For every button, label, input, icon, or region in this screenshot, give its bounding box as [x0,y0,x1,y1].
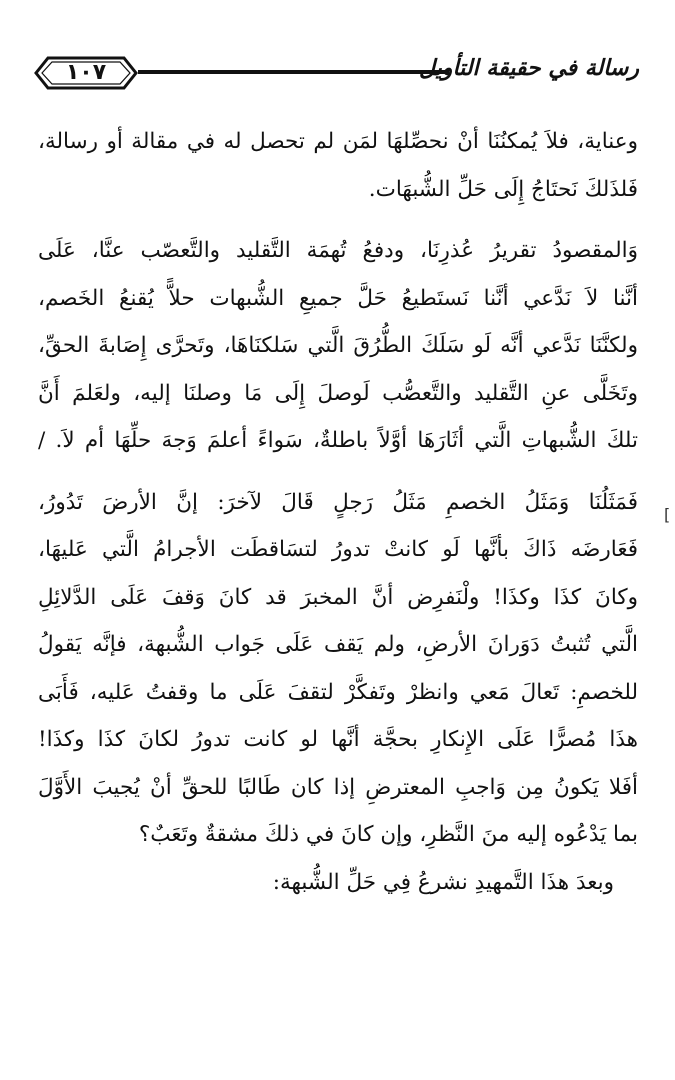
text-line: وتَخَلَّى عنِ التَّقليد والتَّعصُّب لَوصلَ إِلَى مَا وصلنَا إليه، ولعَلمَ أَنَّ [38,380,638,406]
text-line: أنَّنا لاَ نَدَّعي أنَّنا نَستَطيعُ حَلَّ جميعِ الشُّبهات حلاًّ يُقنعُ الخَصم، [38,285,638,311]
text-line: وكانَ كذَا وكذَا! ولْنَفرِض أنَّ المخبرَ قد كانَ وَقفَ عَلَى الدَّلائِلِ [38,584,638,610]
text-line: ولكنَّنَا نَدَّعي أنَّه لَو سَلَكَ الطُّرُقَ الَّتي سَلكنَاهَا، وتَحرَّى إِصَابةَ الحقِّ، [38,333,638,358]
page-number-badge [34,56,138,90]
running-title: رسالة في حقيقة التأويل [419,56,639,81]
page-header [34,52,639,96]
text-line: الَّتي تُثبتُ دَوَرانَ الأرضِ، ولم يَقف عَلَى جَواب الشُّبهة، فإنَّه يَقولُ [38,632,638,657]
page-number: ١٠٧ [65,60,107,85]
text-line: وعناية، فلاَ يُمكنُنَا أنْ نحصِّلهَا لمَن لم تحصل له في مقالة أو رسالة، [38,129,638,154]
text-line: فَعَارضَه ذَاكَ بأنَّها لَو كانتْ تدورُ لتسَاقطَت الأجرامُ الَّتي عَليهَا، [38,537,638,562]
text-line: للخصمِ: تَعالَ مَعي وانظرْ وتَفكَّرْ لتقفَ عَلَى ما وقفتُ عَليه، فَأَبَى [38,679,638,705]
text-line: هذَا مُصرًّا عَلَى الإِنكارِ بحجَّة أنَّها لو كانت تدورُ لكانَ كذَا وكذَا! [38,727,638,752]
text-line: أفَلا يَكونُ مِن وَاجبِ المعترضِ إذا كان طَالبًا للحقِّ أنْ يُجيبَ الأَوَّلَ [38,774,638,800]
text-line: بما يَدْعُوه إليه منَ النَّظرِ، وإن كانَ في ذلكَ مشقةٌ وتَعَبٌ؟ [138,822,638,847]
margin-bracket: [ [664,505,671,524]
text-line: وَالمقصودُ تقريرُ عُذرِنَا، ودفعُ تُهمَة التَّقليد والتَّعصّب عنَّا، عَلَى [38,238,638,263]
text-line: فَلذَلكَ نَحتَاجُ إِلَى حَلِّ الشُّبهَات. [368,176,638,202]
text-line: فَمَثَلُنَا وَمَثَلُ الخصمِ مَثَلُ رَجلٍ قَالَ لآخرَ: إنَّ الأرضَ تَدُورُ، [38,489,638,515]
text-line: وبعدَ هذَا التَّمهيدِ نشرعُ فِي حَلِّ الشُّبهة: [272,869,614,895]
body-text [38,118,638,906]
text-line: تلكَ الشُّبهاتِ الَّتي أثَارَهَا أوَّلاً باطلةٌ، سَواءً أعلمَ وَجهَ حلِّهَا أم لاَ. / [38,428,638,453]
header-rule [138,70,449,74]
